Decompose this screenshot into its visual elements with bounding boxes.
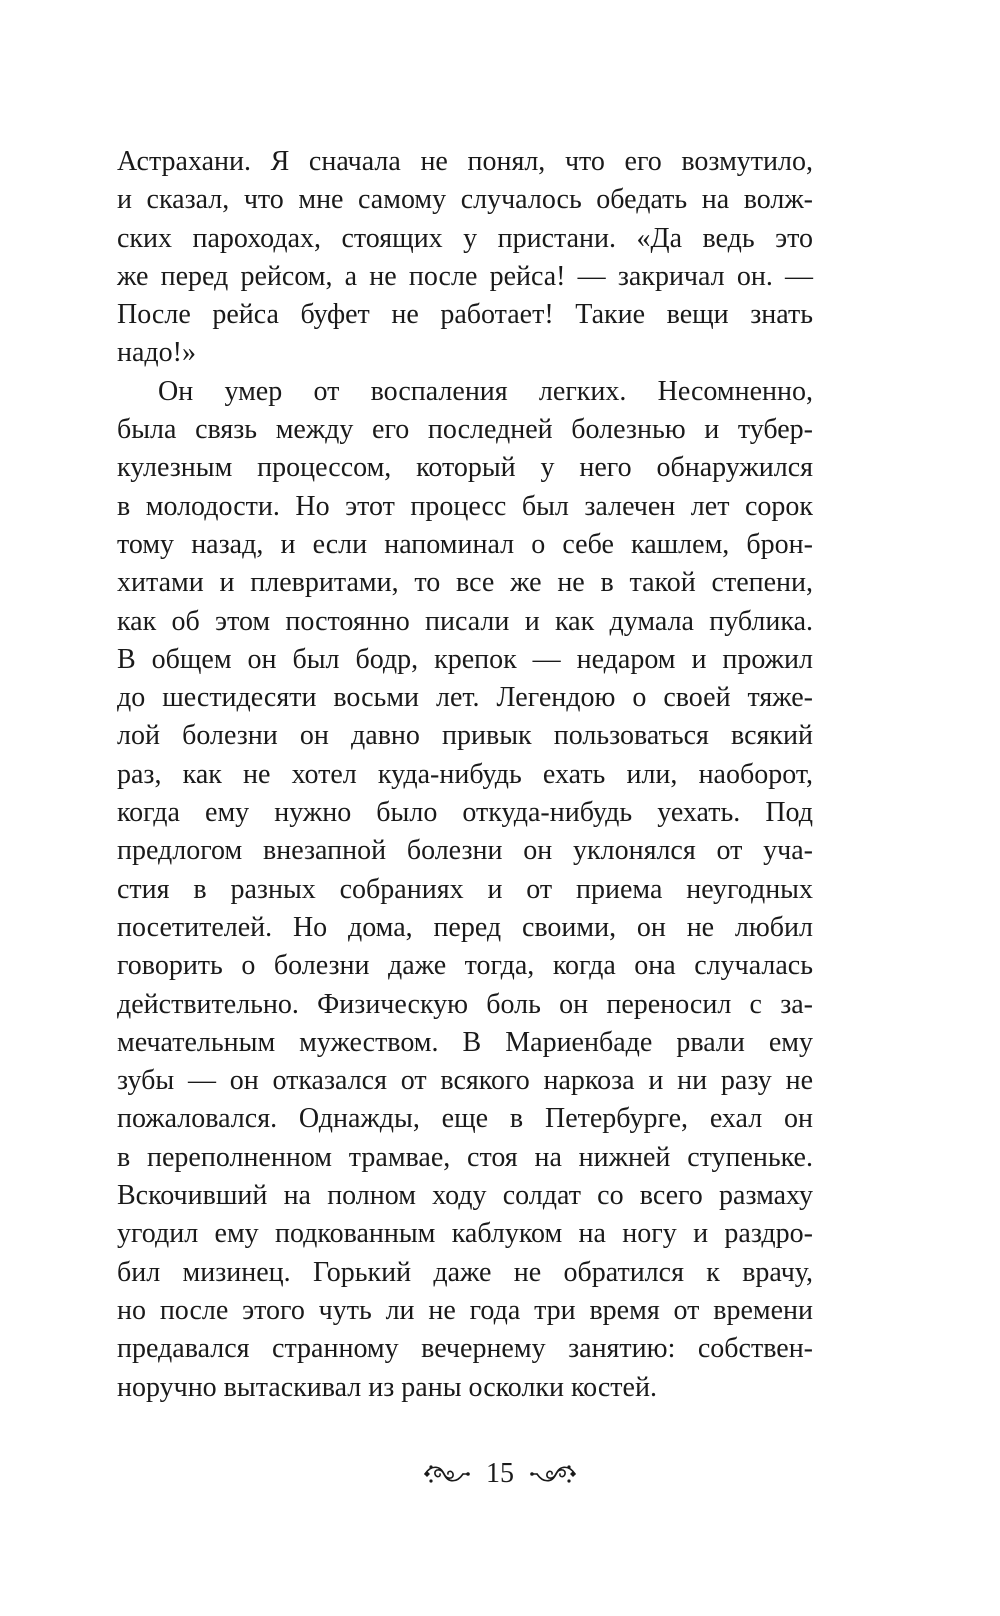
text-line: действительно. Физическую боль он переносил с за-: [117, 988, 813, 1020]
text-line: В общем он был бодр, крепок — недаром и прожил: [117, 643, 813, 675]
text-line: и сказал, что мне самому случалось обедать на волж-: [117, 184, 813, 216]
text-line: но после этого чуть ли не года три время от времени: [117, 1294, 813, 1326]
text-line: угодил ему подкованным каблуком на ногу и раздро-: [117, 1218, 813, 1250]
text-line: раз, как не хотел куда-нибудь ехать или, наоборот,: [117, 758, 813, 790]
text-line: надо!»: [117, 337, 196, 369]
text-line: до шестидесяти восьми лет. Легендою о своей тяже-: [117, 682, 813, 714]
text-line: предавался странному вечернему занятию: собствен-: [117, 1333, 813, 1365]
text-line: Он умер от воспаления легких. Несомненно,: [158, 375, 813, 407]
text-line: была связь между его последней болезнью и тубер-: [117, 414, 813, 446]
page-footer: [0, 1450, 1000, 1498]
text-line: стия в разных собраниях и от приема неугодных: [117, 873, 813, 905]
text-line: говорить о болезни даже тогда, когда она случалась: [117, 950, 813, 982]
floral-ornament-left-icon: [422, 1459, 470, 1489]
paragraph: [117, 143, 813, 373]
text-line: пожаловался. Однажды, еще в Петербурге, ехал он: [117, 1103, 813, 1135]
text-line: бил мизинец. Горький даже не обратился к врачу,: [117, 1256, 813, 1288]
paragraph: [117, 373, 813, 1407]
text-line: зубы — он отказался от всякого наркоза и ни разу не: [117, 1065, 813, 1097]
text-line: лой болезни он давно привык пользоваться всякий: [117, 720, 813, 752]
text-line: кулезным процессом, который у него обнаружился: [117, 452, 813, 484]
page-number: 15: [486, 1458, 514, 1489]
text-line: в переполненном трамвае, стоя на нижней ступеньке.: [117, 1141, 813, 1173]
text-line: же перед рейсом, а не после рейса! — закричал он. —: [117, 260, 813, 292]
text-line: посетителей. Но дома, перед своими, он не любил: [117, 911, 813, 943]
text-line: тому назад, и если напоминал о себе кашлем, брон-: [117, 528, 813, 560]
text-line: когда ему нужно было откуда-нибудь уехать. Под: [117, 797, 813, 829]
text-line: После рейса буфет не работает! Такие вещи знать: [117, 299, 813, 331]
text-line: мечательным мужеством. В Мариенбаде рвали ему: [117, 1026, 813, 1058]
text-line: ских пароходах, стоящих у пристани. «Да ведь это: [117, 222, 813, 254]
text-line: хитами и плевритами, то все же не в такой степени,: [117, 567, 813, 599]
text-line: Вскочивший на полном ходу солдат со всего размаху: [117, 1180, 813, 1212]
text-line: предлогом внезапной болезни он уклонялся от уча-: [117, 835, 813, 867]
text-line: в молодости. Но этот процесс был залечен лет сорок: [117, 490, 813, 522]
text-line: норучно вытаскивал из раны осколки костей.: [117, 1371, 657, 1403]
text-line: Астрахани. Я сначала не понял, что его возмутило,: [117, 146, 813, 177]
text-line: как об этом постоянно писали и как думала публика.: [117, 605, 813, 637]
floral-ornament-right-icon: [530, 1459, 578, 1489]
body-text: [117, 143, 813, 1407]
